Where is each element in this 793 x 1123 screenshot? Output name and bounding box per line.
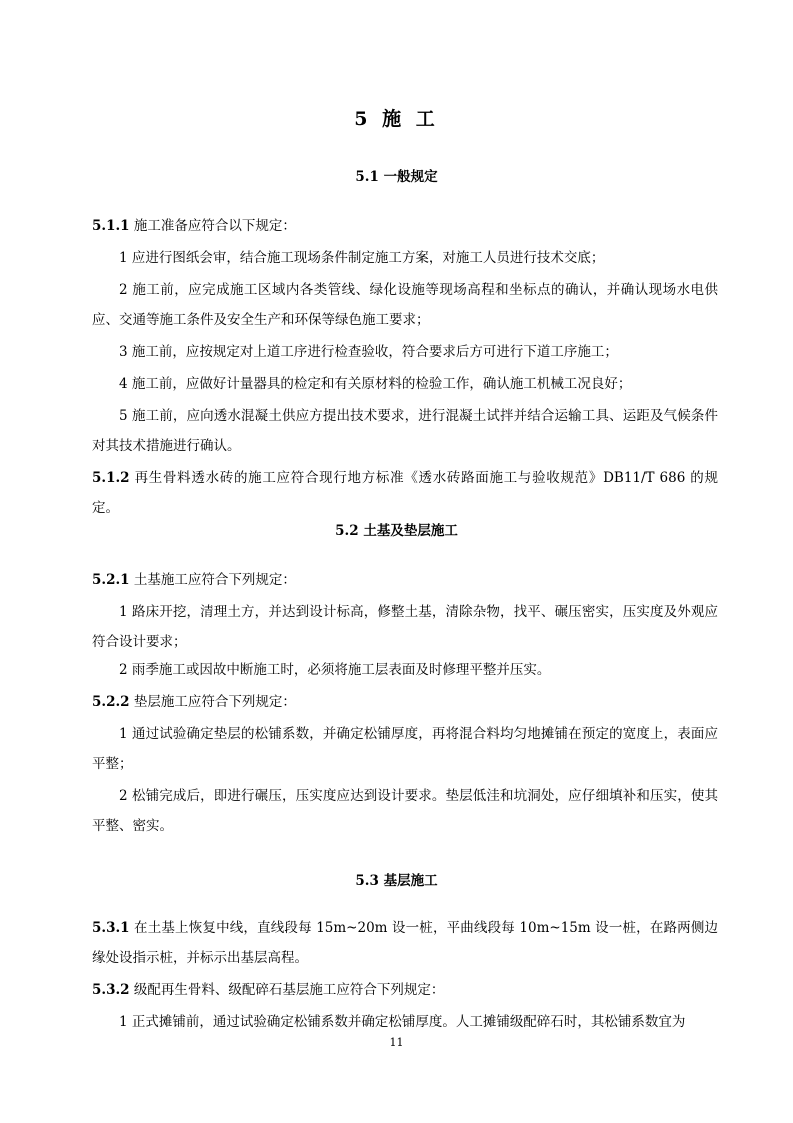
clause-5-1-1 xyxy=(92,211,718,241)
list-item: 2 松铺完成后，即进行碾压，压实度应达到设计要求。垫层低洼和坑洞处，应仔细填补和压实，使其平整、密实。 xyxy=(92,788,718,834)
clause-number: 5.2.2 xyxy=(92,694,130,710)
list-item: 5 施工前，应向透水混凝土供应方提出技术要求，进行混凝土试拌并结合运输工具、运距及气候条件对其技术措施进行确认。 xyxy=(92,408,718,454)
clause-5-2-2 xyxy=(92,687,718,717)
clause-text: 施工准备应符合以下规定： xyxy=(129,218,296,234)
clause-text: 垫层施工应符合下列规定： xyxy=(129,694,296,710)
list-item: 4 施工前，应做好计量器具的检定和有关原材料的检验工作，确认施工机械工况良好； xyxy=(119,376,632,392)
list-item: 2 施工前，应完成施工区域内各类管线、绿化设施等现场高程和坐标点的确认，并确认现场水电供应、交通等施工条件及安全生产和环保等绿色施工要求； xyxy=(92,282,718,328)
list-item: 2 雨季施工或因故中断施工时，必须将施工层表面及时修理平整并压实。 xyxy=(119,662,551,678)
list-item: 1 正式摊铺前，通过试验确定松铺系数并确定松铺厚度。人工摊铺级配碎石时，其松铺系数宜为 xyxy=(119,1014,686,1030)
clause-number: 5.3.2 xyxy=(92,982,130,998)
list-item: 1 应进行图纸会审，结合施工现场条件制定施工方案，对施工人员进行技术交底； xyxy=(119,250,605,266)
clause-text: 再生骨料透水砖的施工应符合现行地方标准《透水砖路面施工与验收规范》DB11/T 686 的规定。 xyxy=(92,470,718,516)
list-item: 3 施工前，应按规定对上道工序进行检查验收，符合要求后方可进行下道工序施工； xyxy=(119,344,618,360)
clause-text: 土基施工应符合下列规定： xyxy=(129,572,296,588)
page-number: 11 xyxy=(389,1036,404,1049)
clause-text: 在土基上恢复中线，直线段每 15m~20m 设一桩，平曲线段每 10m~15m 设一桩，在路两侧边缘处设指示桩，并标示出基层高程。 xyxy=(92,920,718,966)
section-title-5-1: 5.1 一般规定 xyxy=(355,169,438,185)
chapter-title: 5 施 工 xyxy=(354,108,439,130)
list-item: 1 通过试验确定垫层的松铺系数，并确定松铺厚度，再将混合料均匀地摊铺在预定的宽度上，表面应平整； xyxy=(92,726,718,772)
clause-number: 5.3.1 xyxy=(92,920,130,936)
clause-5-1-2 xyxy=(92,463,718,523)
section-title-5-3: 5.3 基层施工 xyxy=(355,873,438,889)
clause-number: 5.1.1 xyxy=(92,218,130,234)
clause-number: 5.2.1 xyxy=(92,572,130,588)
section-title-5-2: 5.2 土基及垫层施工 xyxy=(335,523,458,539)
clause-5-3-1 xyxy=(92,913,718,973)
list-item: 1 路床开挖，清理土方，并达到设计标高，修整土基，清除杂物，找平、碾压密实，压实度及外观应符合设计要求； xyxy=(92,604,718,650)
clause-5-2-1 xyxy=(92,565,718,595)
clause-text: 级配再生骨料、级配碎石基层施工应符合下列规定： xyxy=(129,982,445,998)
clause-5-3-2 xyxy=(92,975,718,1005)
clause-number: 5.1.2 xyxy=(92,470,130,486)
